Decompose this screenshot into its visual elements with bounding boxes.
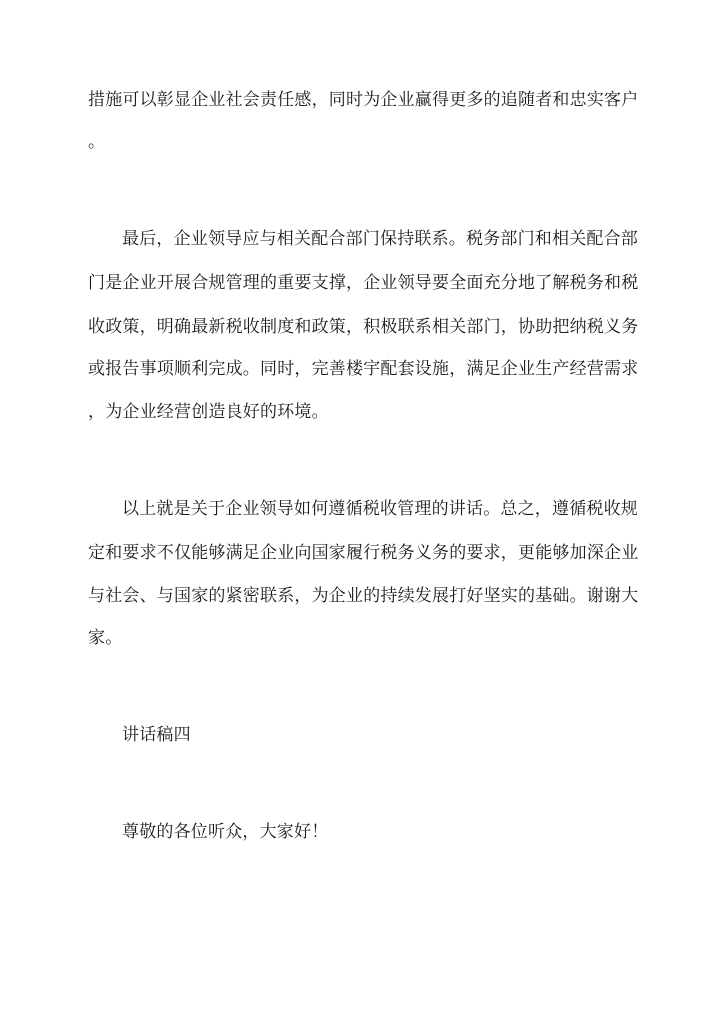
paragraph-line: 定和要求不仅能够满足企业向国家履行税务义务的要求，更能够加深企业 (88, 543, 639, 563)
section-heading: 讲话稿四 (122, 725, 191, 745)
paragraph-line: 以上就是关于企业领导如何遵循税收管理的讲话。总之，遵循税收规 (122, 499, 638, 519)
paragraph-line: 门是企业开展合规管理的重要支撑，企业领导要全面充分地了解税务和税 (88, 273, 639, 293)
greeting-text: 尊敬的各位听众，大家好！ (122, 822, 329, 842)
paragraph-line: 或报告事项顺利完成。同时，完善楼宇配套设施，满足企业生产经营需求 (88, 359, 639, 379)
paragraph-line: 最后，企业领导应与相关配合部门保持联系。税务部门和相关配合部 (122, 229, 638, 249)
paragraph-line: 。 (88, 132, 106, 152)
paragraph-line: 措施可以彰显企业社会责任感，同时为企业赢得更多的追随者和忠实客户 (88, 90, 639, 110)
paragraph-line: ，为企业经营创造良好的环境。 (88, 402, 329, 422)
paragraph-line: 与社会、与国家的紧密联系，为企业的持续发展打好坚实的基础。谢谢大 (88, 586, 639, 606)
paragraph-line: 家。 (88, 628, 123, 648)
paragraph-line: 收政策，明确最新税收制度和政策，积极联系相关部门，协助把纳税义务 (88, 317, 639, 337)
